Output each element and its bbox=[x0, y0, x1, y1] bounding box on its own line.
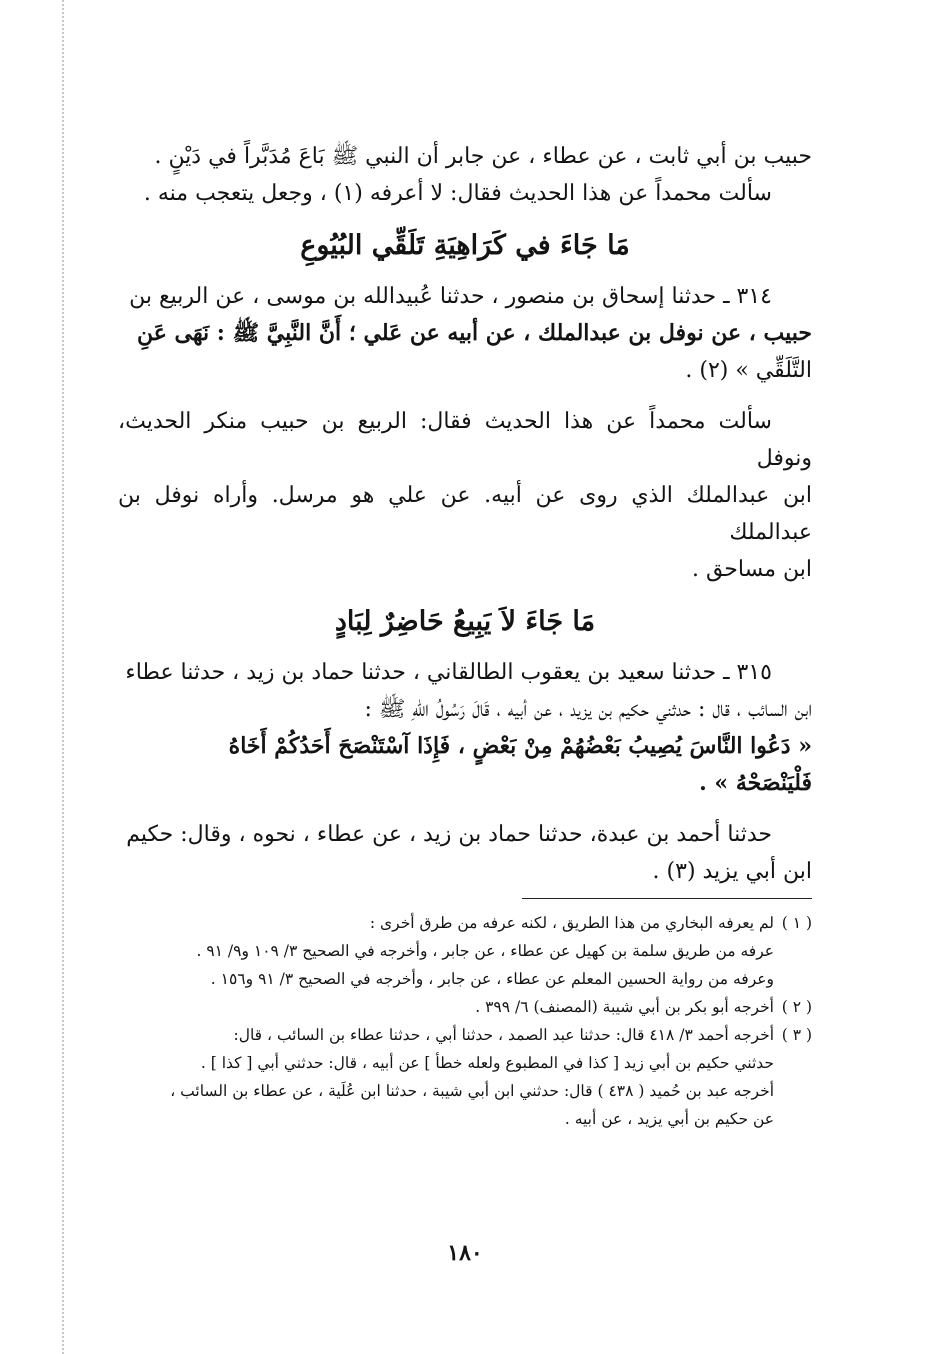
footnote-line: أخرجه عبد بن حُميد ( ٤٣٨ ) قال: حدثني ابن أبي شيبة ، حدثنا ابن عُلَية ، عن عطاء بن السائب ، bbox=[170, 1082, 774, 1100]
footnote-text bbox=[118, 993, 774, 1021]
footnote-text bbox=[118, 909, 774, 993]
footnote-line: وعرفه من رواية الحسين المعلم عن عطاء ، عن جابر ، وأخرجه في الصحيح ٣/ ٩١ و١٥٦ . bbox=[210, 970, 774, 988]
text-line: ٣١٤ ـ حدثنا إسحاق بن منصور ، حدثنا عُبيدالله بن موسى ، عن الربيع بن bbox=[129, 284, 772, 309]
intro-block bbox=[118, 138, 812, 212]
footnote-number: ( ٢ ) bbox=[781, 998, 812, 1016]
text-line: التَّلَقِّي » (٢) . bbox=[685, 358, 812, 383]
footnote-1 bbox=[118, 909, 812, 993]
page-body bbox=[118, 138, 812, 1133]
hadith-314 bbox=[118, 278, 812, 389]
footnote-3 bbox=[118, 1021, 812, 1133]
text-line: ابن مساحق . bbox=[691, 557, 812, 582]
footnote-line: أخرجه أبو بكر بن أبي شيبة (المصنف) ٦/ ٣٩٩ . bbox=[475, 998, 774, 1016]
footnote-line: أخرجه أحمد ٣/ ٤١٨ قال: حدثنا عبد الصمد ، حدثنا أبي ، حدثنا عطاء بن السائب ، قال: bbox=[233, 1026, 774, 1044]
comment-315 bbox=[118, 816, 812, 890]
text-line: حبيب ، عن نوفل بن عبدالملك ، عن أبيه عن عَلي ؛ أَنَّ النَّبِيَّ ﷺ : نَهَى عَنِ bbox=[137, 320, 812, 346]
text-line: حدثنا أحمد بن عبدة، حدثنا حماد بن زيد ، عن عطاء ، نحوه ، وقال: حكيم bbox=[126, 822, 772, 847]
footnote-line: لم يعرفه البخاري من هذا الطريق ، لكنه عرفه من طرق أخرى : bbox=[369, 914, 774, 932]
footnotes bbox=[118, 909, 812, 1133]
binding-margin-line bbox=[62, 0, 64, 1354]
footnote-number: ( ٣ ) bbox=[781, 1026, 812, 1044]
comment-314 bbox=[118, 403, 812, 588]
footnote-line: عرفه من طريق سلمة بن كهيل عن عطاء ، عن جابر ، وأخرجه في الصحيح ٣/ ١٠٩ و٩/ ٩١ . bbox=[196, 942, 774, 960]
text-line: حبيب بن أبي ثابت ، عن عطاء ، عن جابر أن النبي ﷺ بَاعَ مُدَبَّراً في دَيْنٍ . bbox=[154, 144, 812, 169]
chapter-heading: مَا جَاءَ لاَ يَبِيعُ حَاضِرٌ لِبَادٍ bbox=[334, 606, 596, 637]
footnote-line: حدثني حكيم بن أبي زيد [ كذا في المطبوع ولعله خطأ ] عن أبيه ، قال: حدثني أبي [ كذا ] . bbox=[200, 1054, 774, 1072]
footnote-separator bbox=[522, 898, 812, 899]
text-line: سألت محمداً عن هذا الحديث فقال: الربيع بن حبيب منكر الحديث، ونوفل bbox=[118, 409, 812, 471]
text-line: سألت محمداً عن هذا الحديث فقال: لا أعرفه (١) ، وجعل يتعجب منه . bbox=[143, 181, 772, 206]
text-line: ابن السائب ، قال : حدثني حكيم بن يزيد ، عن أبيه ، قَالَ رَسُولُ اللهِ ﷺ : bbox=[364, 697, 812, 722]
text-line: فَلْيَنْصَحْهُ » . bbox=[699, 770, 812, 796]
hadith-315 bbox=[118, 654, 812, 802]
footnote-line: عن حكيم بن أبي يزيد ، عن أبيه . bbox=[564, 1110, 774, 1128]
text-line: « دَعُوا النَّاسَ يُصِيبُ بَعْضُهُمْ مِنْ بَعْضٍ ، فَإِذَا آسْتَنْصَحَ أَحَدُكُمْ أَخَاهُ bbox=[228, 733, 812, 759]
footnote-2 bbox=[118, 993, 812, 1021]
text-line: ابن أبي يزيد (٣) . bbox=[652, 859, 812, 884]
text-line: ٣١٥ ـ حدثنا سعيد بن يعقوب الطالقاني ، حدثنا حماد بن زيد ، حدثنا عطاء bbox=[125, 660, 772, 685]
chapter-heading: مَا جَاءَ في كَرَاهِيَةِ تَلَقِّي البُيُوعِ bbox=[300, 230, 630, 261]
footnote-text bbox=[118, 1021, 774, 1133]
footnote-number: ( ١ ) bbox=[781, 914, 812, 932]
text-line: ابن عبدالملك الذي روى عن أبيه. عن علي هو مرسل. وأراه نوفل بن عبدالملك bbox=[118, 483, 812, 545]
page-number: ١٨٠ bbox=[447, 1240, 483, 1266]
